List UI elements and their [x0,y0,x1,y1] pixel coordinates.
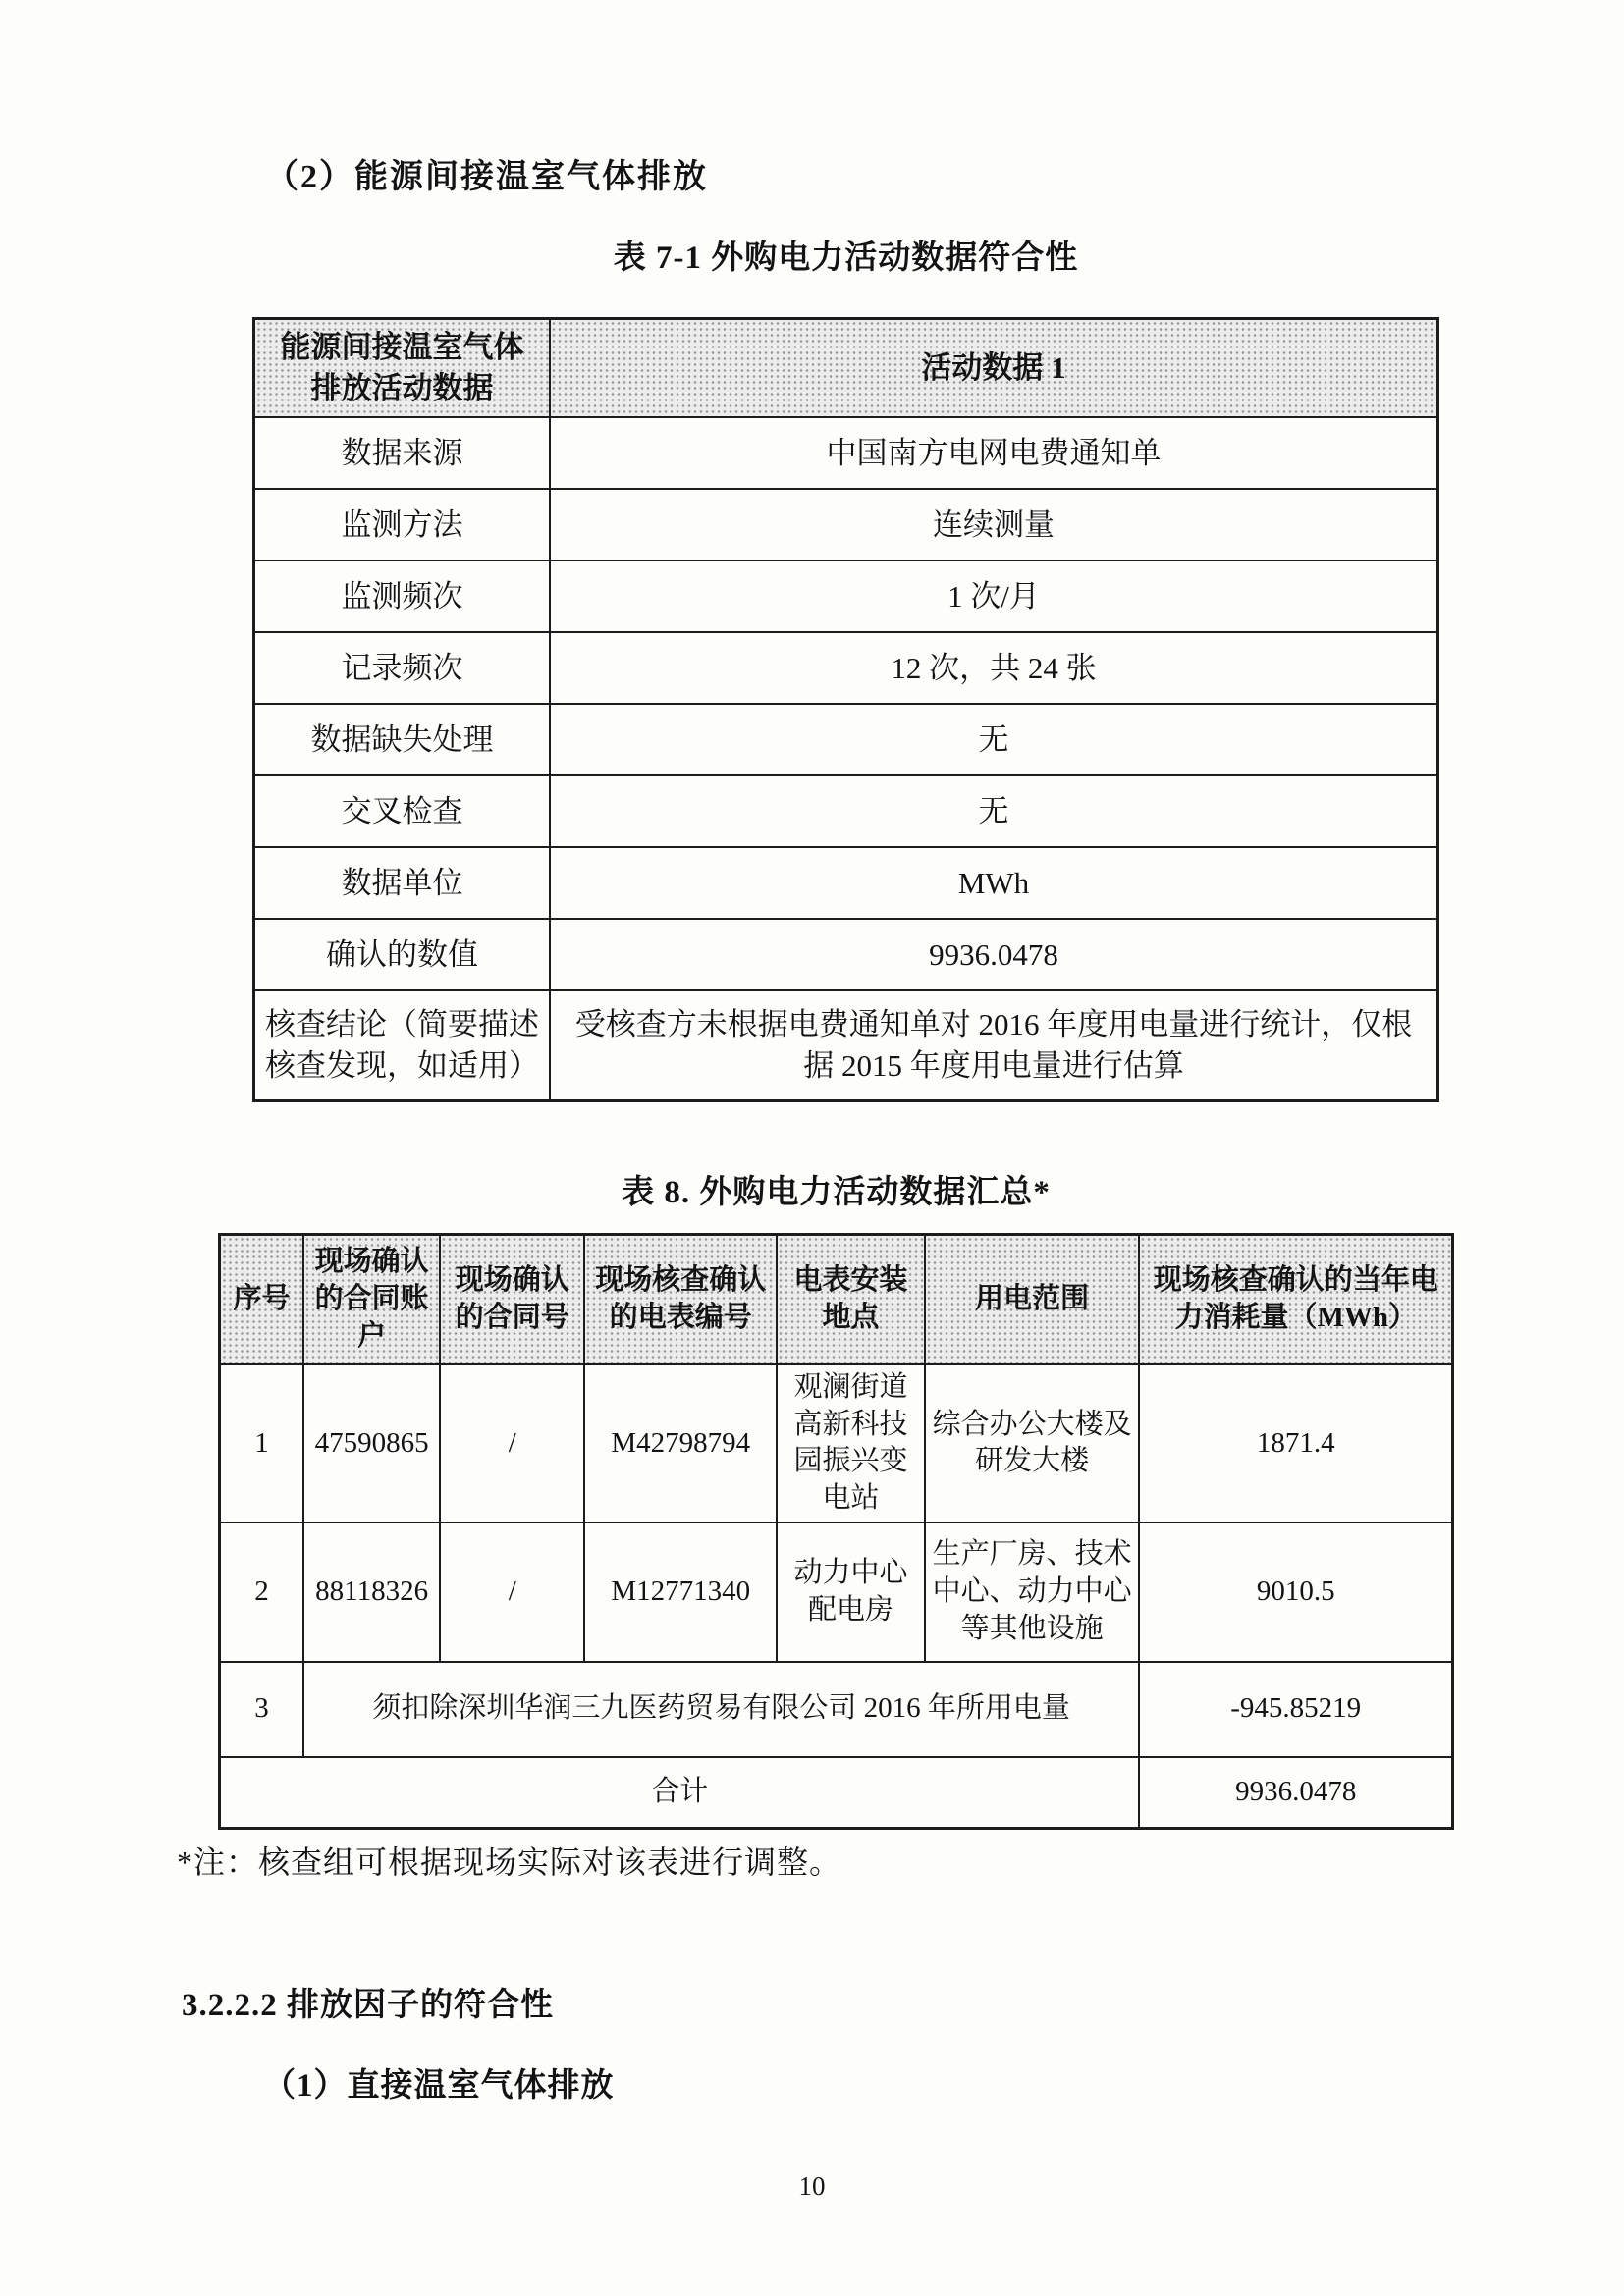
t7-row-label: 交叉检查 [254,775,551,847]
table-row [254,489,1438,561]
table-row [254,775,1438,847]
t8-cell-consumption: -945.85219 [1139,1662,1452,1757]
t8-cell-location: 动力中心配电房 [777,1522,925,1662]
t8-cell-location: 观澜街道高新科技园振兴变电站 [777,1364,925,1522]
t8-cell-no: 1 [220,1364,303,1522]
t8-header-no: 序号 [220,1235,303,1365]
table8-purchased-electricity-summary [218,1233,1454,1830]
t7-row-label: 确认的数值 [254,919,551,990]
t7-row-value: 无 [550,704,1438,775]
t8-total-label: 合计 [220,1757,1140,1829]
t8-header-location: 电表安装地点 [777,1235,925,1365]
t7-row-value: MWh [550,847,1438,919]
table-row [220,1522,1453,1662]
sub-heading-direct-ghg: （1）直接温室气体排放 [263,2068,615,2104]
t7-row-label: 监测频次 [254,561,551,632]
t7-row-value: 1 次/月 [550,561,1438,632]
table-row [220,1364,1453,1522]
t8-cell-no: 3 [220,1662,303,1757]
table-row [254,919,1438,990]
t8-header-meter: 现场核查确认的电表编号 [584,1235,777,1365]
t7-row-value: 受核查方未根据电费通知单对 2016 年度用电量进行统计，仅根据 2015 年度用电量进行估算 [550,990,1438,1101]
table-row [254,632,1438,704]
table8-total-row [220,1757,1453,1829]
t8-header-contract: 现场确认的合同号 [440,1235,584,1365]
t7-row-label: 数据单位 [254,847,551,919]
table-row [254,847,1438,919]
table7-title: 表 7-1 外购电力活动数据符合性 [613,240,1079,276]
t8-cell-contract: / [440,1522,584,1662]
t8-cell-account: 88118326 [303,1522,440,1662]
table7-header-col1: 能源间接温室气体 排放活动数据 [254,319,551,418]
t7-row-value: 连续测量 [550,489,1438,561]
t8-cell-consumption: 1871.4 [1139,1364,1452,1522]
t8-cell-contract: / [440,1364,584,1522]
table7-purchased-electricity-conformity [252,317,1439,1102]
t7-row-label: 数据来源 [254,417,551,489]
table-row [220,1662,1453,1757]
t7-row-label: 记录频次 [254,632,551,704]
t7-row-value: 中国南方电网电费通知单 [550,417,1438,489]
section-heading-emission-factor: 3.2.2.2 排放因子的符合性 [182,1988,554,2023]
table-row [254,561,1438,632]
table8-title: 表 8. 外购电力活动数据汇总* [622,1175,1051,1210]
t8-header-account: 现场确认的合同账户 [303,1235,440,1365]
t7-row-label: 数据缺失处理 [254,704,551,775]
table-row [254,704,1438,775]
table7-header-col2: 活动数据 1 [550,319,1438,418]
t8-cell-meter: M42798794 [584,1364,777,1522]
table-row [254,990,1438,1101]
t8-header-scope: 用电范围 [925,1235,1140,1365]
t7-row-value: 9936.0478 [550,919,1438,990]
t7-row-value: 无 [550,775,1438,847]
table8-footnote: *注：核查组可根据现场实际对该表进行调整。 [177,1844,842,1880]
t7-row-label: 核查结论（简要描述核查发现，如适用） [254,990,551,1101]
table8-header-row [220,1235,1453,1365]
t8-header-consumption: 现场核查确认的当年电力消耗量（MWh） [1139,1235,1452,1365]
table7-header-row [254,319,1438,418]
page-number: 10 [798,2171,826,2201]
t8-cell-consumption: 9010.5 [1139,1522,1452,1662]
t8-cell-deduction: 须扣除深圳华润三九医药贸易有限公司 2016 年所用电量 [303,1662,1140,1757]
section-heading-energy-indirect: （2）能源间接温室气体排放 [265,159,708,195]
t8-cell-no: 2 [220,1522,303,1662]
t7-row-label: 监测方法 [254,489,551,561]
t7-row-value: 12 次，共 24 张 [550,632,1438,704]
t8-cell-scope: 生产厂房、技术中心、动力中心等其他设施 [925,1522,1140,1662]
t8-cell-meter: M12771340 [584,1522,777,1662]
t8-total-value: 9936.0478 [1139,1757,1452,1829]
t8-cell-account: 47590865 [303,1364,440,1522]
table-row [254,417,1438,489]
t8-cell-scope: 综合办公大楼及研发大楼 [925,1364,1140,1522]
